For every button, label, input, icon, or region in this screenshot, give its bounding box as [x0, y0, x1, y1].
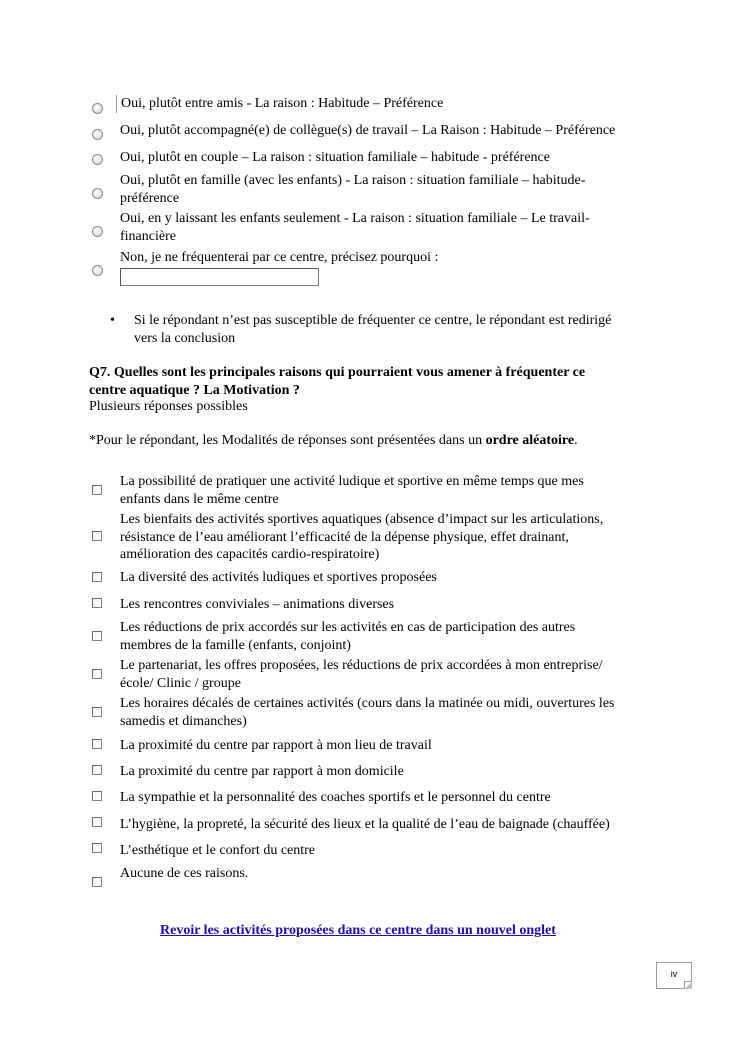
radio-label: Oui, plutôt entre amis - La raison : Habitude – Préférence — [116, 95, 661, 113]
page-number-badge — [656, 962, 692, 989]
radio-button[interactable] — [92, 265, 103, 276]
radio-label: Oui, plutôt accompagné(e) de collègue(s) de travail – La Raison : Habitude – Préférence — [120, 123, 616, 138]
bullet-icon: • — [110, 313, 115, 328]
checkbox[interactable] — [92, 572, 102, 582]
random-order-note: *Pour le répondant, les Modalités de réponses sont présentées dans un ordre aléatoire. — [89, 433, 578, 448]
checkbox[interactable] — [92, 669, 102, 679]
question-title: Q7. Quelles sont les principales raisons qui pourraient vous amener à fréquenter ce centre aquatique ? La Motivation ? — [89, 365, 586, 398]
radio-button[interactable] — [92, 154, 103, 165]
radio-option-children-only[interactable] — [90, 210, 660, 244]
note-line: vers la conclusion — [134, 330, 236, 346]
radio-option-no[interactable] — [90, 249, 660, 276]
checkbox-label: La diversité des activités ludiques et sportives proposées — [120, 570, 437, 585]
radio-option-couple[interactable] — [90, 149, 660, 165]
checkbox-label: L’hygiène, la propreté, la sécurité des lieux et la qualité de l’eau de baignade (chauffée) — [120, 817, 610, 832]
radio-label — [120, 210, 660, 245]
question-subtitle: Plusieurs réponses possibles — [89, 399, 248, 414]
checkbox-label: Le partenariat, les offres proposées, les réductions de prix accordées à mon entreprise/ école/ Clinic / groupe — [120, 658, 603, 691]
radio-option-colleagues[interactable] — [90, 122, 660, 140]
label-line: financière — [120, 228, 176, 244]
radio-button[interactable] — [92, 103, 103, 114]
radio-label: Oui, plutôt en couple – La raison : situation familiale – habitude - préférence — [120, 150, 550, 165]
checkbox-label: Les réductions de prix accordés sur les activités en cas de participation des autres membres de la famille (enfants, conjoint) — [120, 620, 576, 653]
page-fold-icon — [684, 981, 692, 989]
checkbox-label: Aucune de ces raisons. — [120, 866, 249, 881]
checkbox-label: La possibilité de pratiquer une activité ludique et sportive en même temps que mes enfants dans le même centre — [120, 474, 584, 507]
checkbox[interactable] — [92, 843, 102, 853]
checkbox[interactable] — [92, 707, 102, 717]
label-line: Non, je ne fréquenterai par ce centre, précisez pourquoi : — [120, 250, 439, 265]
checkbox-label: L’esthétique et le confort du centre — [120, 843, 316, 858]
checkbox[interactable] — [92, 791, 102, 801]
page-number: iv — [670, 969, 678, 979]
radio-option-friends[interactable] — [90, 96, 660, 114]
checkbox-label: Les horaires décalés de certaines activités (cours dans la matinée ou midi, ouvertures les samedis et dimanches) — [120, 696, 615, 729]
checkbox-label: Les rencontres conviviales – animations diverses — [120, 597, 395, 612]
radio-button[interactable] — [92, 226, 103, 237]
radio-button[interactable] — [92, 188, 103, 199]
checkbox[interactable] — [92, 631, 102, 641]
checkbox[interactable] — [92, 531, 102, 541]
checkbox-label: Les bienfaits des activités sportives aquatiques (absence d’impact sur les articulations, résistance de l’eau améliorant l’efficacité de la dépense physique, effet drainant, amélioration des capacités cardio-respiratoire) — [120, 512, 604, 562]
checkbox[interactable] — [92, 739, 102, 749]
reason-text-input[interactable] — [120, 268, 319, 286]
radio-label — [120, 249, 660, 286]
checkbox-label: La proximité du centre par rapport à mon domicile — [120, 764, 404, 779]
checkbox[interactable] — [92, 877, 102, 887]
checkbox-label: La proximité du centre par rapport à mon lieu de travail — [120, 738, 432, 753]
label-line: Oui, en y laissant les enfants seulement - La raison : situation familiale – Le travail- — [120, 211, 590, 226]
checkbox[interactable] — [92, 485, 102, 495]
review-activities-link[interactable]: Revoir les activités proposées dans ce centre dans un nouvel onglet — [160, 923, 556, 938]
checkbox[interactable] — [92, 598, 102, 608]
label-line: Oui, plutôt en famille (avec les enfants) - La raison : situation familiale – habitude- — [120, 173, 586, 188]
checkbox[interactable] — [92, 765, 102, 775]
radio-option-family[interactable] — [90, 172, 660, 206]
radio-label — [120, 172, 660, 207]
checkbox-label: La sympathie et la personnalité des coaches sportifs et le personnel du centre — [120, 790, 551, 805]
note-line: Si le répondant n’est pas susceptible de fréquenter ce centre, le répondant est redirigé — [134, 313, 612, 328]
label-line: préférence — [120, 190, 180, 206]
radio-button[interactable] — [92, 129, 103, 140]
checkbox[interactable] — [92, 817, 102, 827]
